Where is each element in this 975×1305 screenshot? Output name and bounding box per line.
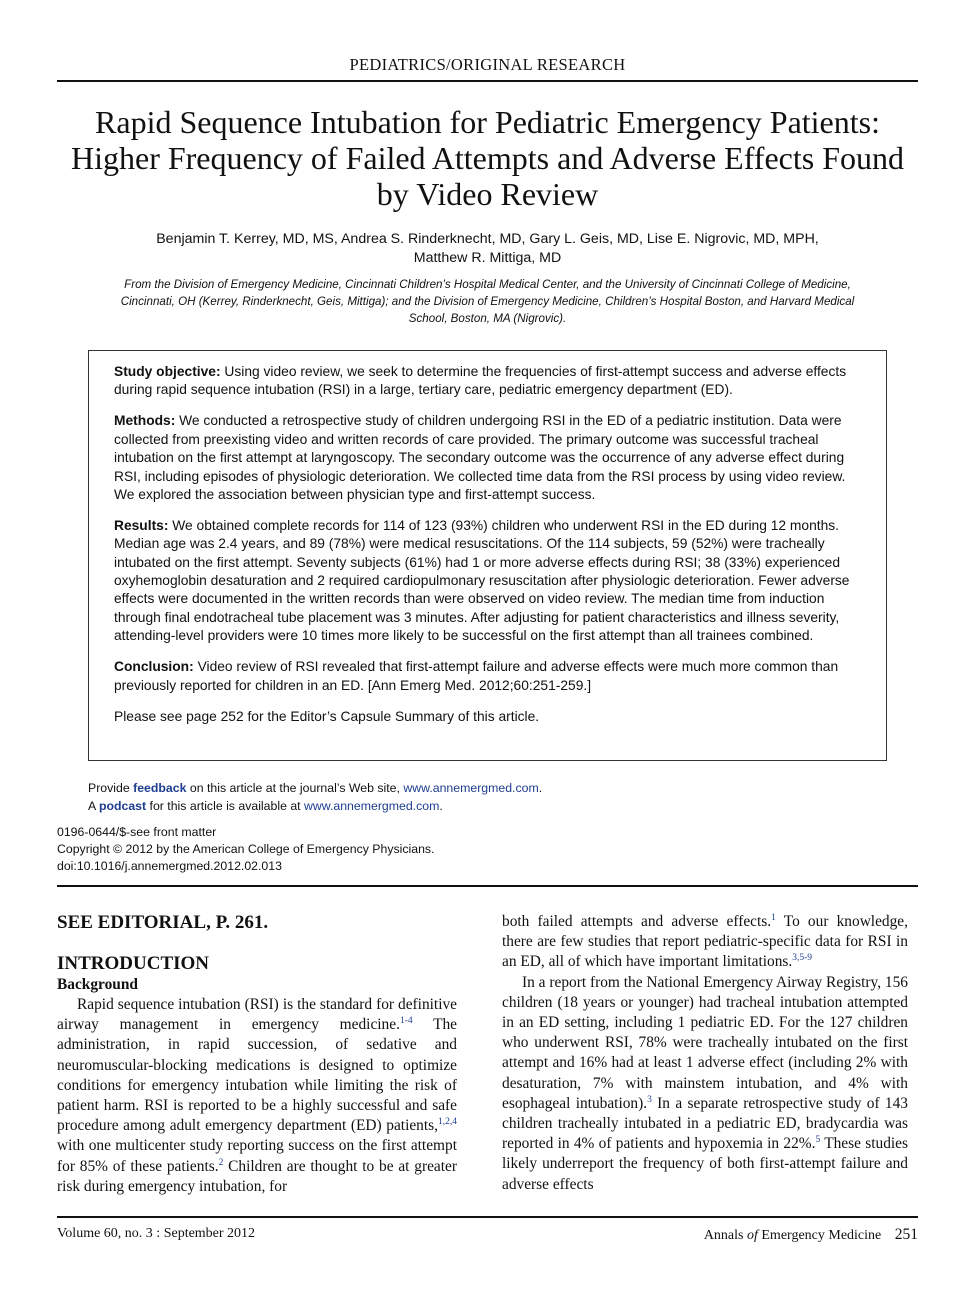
citation-ref[interactable]: 1,2,4 (438, 1117, 457, 1128)
methods-text: We conducted a retrospective study of children undergoing RSI in the ED of a pediatric institution. Data were collected from preexisting video and written records of care provided. The primary outcome was successful tracheal intubation on the first attempt at laryngoscopy. The secondary outcome was the occurrence of any adverse effect during RSI, including episodes of physiologic deterioration. We collected time data from the RSI process by using video review. We explored the association between physician type and first-attempt success. (114, 413, 846, 502)
citation-ref[interactable]: 3,5-9 (792, 953, 813, 964)
methods-label: Methods: (114, 413, 176, 429)
abstract-methods (114, 412, 862, 504)
section-label: PEDIATRICS/ORIGINAL RESEARCH (349, 55, 626, 74)
citation-ref[interactable]: 1-4 (399, 1016, 413, 1027)
doi-line: doi:10.1016/j.annemergmed.2012.02.013 (57, 859, 282, 873)
footer-volume: Volume 60, no. 3 : September 2012 (57, 1226, 256, 1241)
body-column-right (502, 912, 908, 1195)
body-paragraph (502, 973, 908, 1195)
pubinfo-rule (57, 885, 918, 887)
journal-name-b: Emergency Medicine (761, 1228, 882, 1243)
podcast-link[interactable]: podcast (98, 798, 147, 813)
journal-url-link[interactable]: www.annemergmed.com (403, 781, 539, 795)
footer-journal (704, 1226, 918, 1244)
affiliation-line: From the Division of Emergency Medicine, Cincinnati Children’s Hospital Medical Center, and the University of Cincinnati College of Medicine, (124, 278, 851, 291)
objective-text: Using video review, we seek to determine the frequencies of first-attempt success and adverse effects during rapid sequence intubation (RSI) in a large, tertiary care, pediatric emergency department (ED). (114, 364, 847, 398)
citation-ref[interactable]: 3 (647, 1094, 652, 1105)
author-list (60, 230, 915, 268)
journal-name-a: Annals (703, 1228, 744, 1243)
title-line: Rapid Sequence Intubation for Pediatric Emergency Patients: (95, 104, 880, 140)
body-text: To our knowledge, there are few studies that report pediatric-specific data for RSI in an ED, all of which have important limitations. (502, 913, 908, 971)
issn-line: 0196-0644/$-see front matter (57, 825, 217, 839)
affiliation-line: Cincinnati, OH (Kerrey, Rinderknecht, Geis, Mittiga); and the Division of Emergency Medicine, Children’s Hospital Boston, and Harvard Medical (120, 295, 855, 308)
period: . (538, 781, 543, 795)
body-text: Rapid sequence intubation (RSI) is the standard for definitive airway management in emergency medicine. (57, 996, 457, 1034)
authors-line: Matthew R. Mittiga, MD (413, 250, 562, 266)
abstract-conclusion (114, 658, 862, 695)
editorial-reference: SEE EDITORIAL, P. 261. (57, 912, 269, 933)
results-text: We obtained complete records for 114 of 123 (93%) children who underwent RSI in the ED during 12 months. Median age was 2.4 years, and 89 (78%) were medical resuscitations. Of the 114 subjects, 59 (52%) were tracheally intubated on the first attempt. Seventy subjects (61%) had 1 or more adverse effects during RSI; 38 (33%) experienced oxyhemoglobin desaturation and 2 required cardiopulmonary resuscitation after physiologic deterioration. Fewer adverse effects were documented in the written records than were observed on video review. The median time from induction through final endotracheal tube placement was 3 minutes. After adjusting for patient characteristics and illness severity, attending-level providers were 10 times more likely to be successful on the first attempt than all trainees combined. (114, 517, 850, 644)
citation-ref[interactable]: 1 (771, 912, 776, 923)
conclusion-label: Conclusion: (114, 659, 194, 675)
feedback-rest: on this article at the journal’s Web site, (189, 781, 400, 795)
body-text: both failed attempts and adverse effects. (502, 913, 772, 930)
podcast-note (88, 798, 542, 816)
body-text: In a report from the National Emergency Airway Registry, 156 children (18 years or younger) had tracheal intubation attempted in an ED setting, including 1 pediatric ED. For the 127 children who underwent RSI, 78% were tracheally intubated on the first attempt and 16% had at least 1 adverse effect (including 2% with desaturation, 7% with mainstem intubation, and 4% with esophageal intubation). (502, 973, 908, 1112)
body-text: The administration, in rapid succession, of sedative and neuromuscular-blocking medications is designed to optimize conditions for emergency intubation while limiting the risk of patient harm. RSI is reported to be a highly successful and safe procedure among adult emergency department (ED) patients, (57, 1016, 458, 1135)
results-label: Results: (114, 517, 169, 533)
citation-ref[interactable]: 2 (218, 1157, 224, 1168)
title-line: by Video Review (376, 176, 599, 212)
title-line: Higher Frequency of Failed Attempts and Adverse Effects Found (70, 140, 904, 176)
page-number: 251 (894, 1226, 918, 1243)
a-text: A (88, 798, 96, 813)
podcast-url-link[interactable]: www.annemergmed.com (304, 798, 440, 813)
period: . (439, 798, 443, 813)
article-title (50, 104, 925, 212)
publication-info (57, 824, 434, 875)
body-text: In a separate retrospective study of 143 children tracheally intubated in a pediatric ED, bradycardia was reported in 4% of patients and hypoxemia in 22%. (502, 1094, 908, 1153)
header-rule (57, 80, 918, 82)
body-text: Children are thought to be at greater risk during emergency intubation, for (57, 1157, 457, 1195)
authors-line: Benjamin T. Kerrey, MD, MS, Andrea S. Rinderknecht, MD, Gary L. Geis, MD, Lise E. Nigrovic, MD, MPH, (156, 231, 819, 247)
abstract-results (114, 517, 862, 646)
conclusion-text: Video review of RSI revealed that first-attempt failure and adverse effects were much more common than previously reported for children in an ED. [Ann Emerg Med. 2012;60:251-259.] (114, 659, 839, 693)
affiliation-line: School, Boston, MA (Nigrovic). (408, 312, 567, 325)
objective-label: Study objective: (114, 364, 221, 379)
podcast-rest: for this article is available at (149, 798, 301, 813)
feedback-note (88, 780, 542, 798)
feedback-link[interactable]: feedback (133, 781, 187, 795)
intro-heading: INTRODUCTION (57, 953, 210, 974)
body-column-left (57, 912, 457, 1197)
capsule-note: Please see page 252 for the Editor’s Capsule Summary of this article. (114, 708, 540, 724)
body-paragraph (57, 995, 457, 1197)
journal-name-of: of (746, 1228, 758, 1243)
background-heading: Background (57, 976, 138, 993)
provide-text: Provide (88, 781, 130, 795)
body-text: These studies likely underreport the frequency of both first-attempt failure and adverse effects (502, 1135, 908, 1193)
abstract-objective (114, 363, 862, 400)
citation-ref[interactable]: 5 (815, 1135, 821, 1146)
footer-rule (57, 1216, 918, 1218)
body-paragraph (502, 912, 908, 973)
copyright-line: Copyright © 2012 by the American College of Emergency Physicians. (57, 842, 435, 856)
body-text: with one multicenter study reporting success on the first attempt for 85% of these patients. (57, 1137, 457, 1175)
article-notes (88, 780, 542, 815)
abstract-box (88, 350, 887, 761)
affiliations (60, 276, 915, 327)
